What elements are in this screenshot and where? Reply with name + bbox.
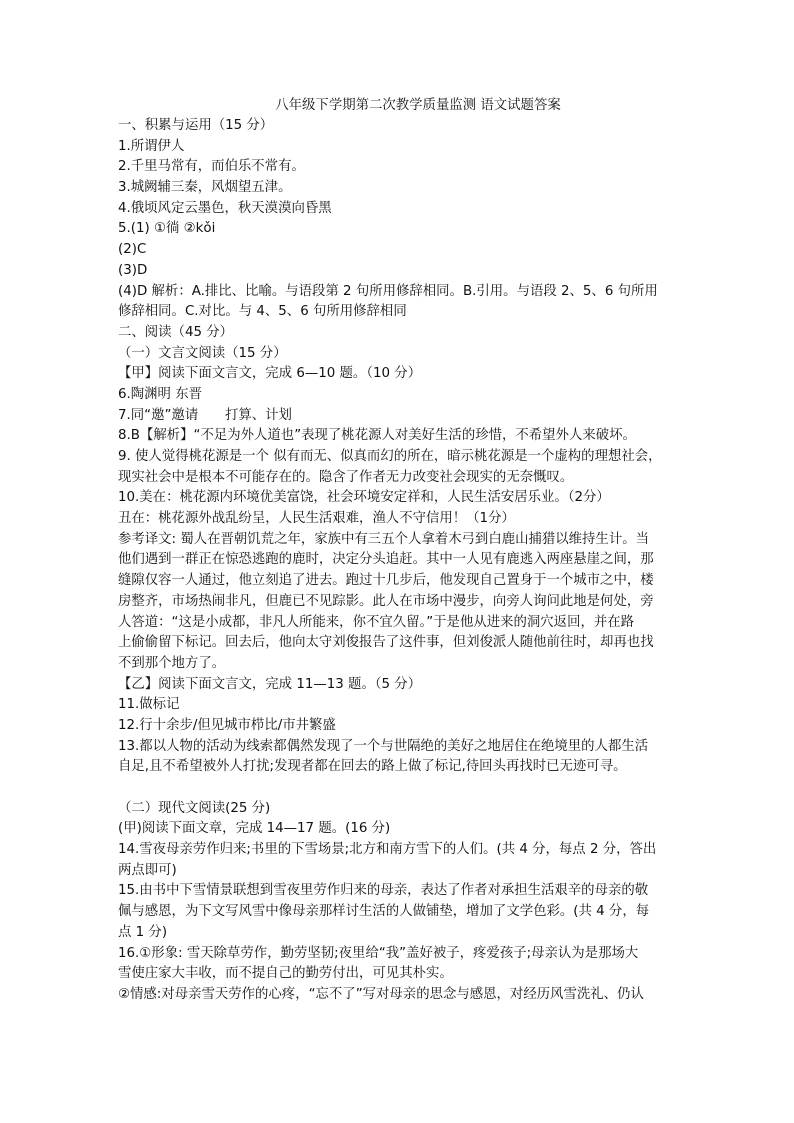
text-line: 现实社会中是根本不可能存在的。隐含了作者无力改变社会现实的无奈慨叹。	[118, 469, 574, 485]
text-line: 两点即可)	[118, 862, 177, 878]
text-line: 不到那个地方了。	[118, 655, 226, 671]
text-line: 8.B【解析】“不足为外人道也”表现了桃花源人对美好生活的珍惜，不希望外人来破坏。	[118, 428, 636, 444]
text-line: 10.美在：桃花源内环境优美富饶，社会环境安定祥和，人民生活安居乐业。（2分）	[118, 490, 610, 506]
text-line: 点 1 分)	[118, 924, 168, 940]
text-line: 2.千里马常有，而伯乐不常有。	[118, 159, 305, 175]
text-line: 14.雪夜母亲劳作归来;书里的下雪场景;北方和南方雪下的人们。(共 4 分，每点 2 分，答出	[118, 842, 657, 858]
text-line: 上偷偷留下标记。回去后，他向太守刘俊报告了这件事，但刘俊派人随他前往时，却再也找	[118, 635, 654, 651]
text-line: 13.都以人物的活动为线索都偶然发现了一个与世隔绝的美好之地居住在绝境里的人都生活	[118, 738, 649, 754]
text-line: 16.①形象: 雪天除草劳作，勤劳坚韧;夜里给“我”盖好被子，疼爱孩子;母亲认为是那场大	[118, 945, 639, 961]
text-line: 【甲】阅读下面文言文，完成 6—10 题。（10 分）	[118, 366, 422, 382]
text-line: 9. 使人觉得桃花源是一个 似有而无、似真而幻的所在，暗示桃花源是一个虚构的理想社会，	[118, 449, 662, 464]
text-line: (甲)阅读下面文章，完成 14—17 题。(16 分)	[118, 821, 391, 837]
text-line: 一、积累与运用（15 分）	[118, 118, 274, 133]
text-line: 雪使庄家大丰收，而不提自己的勤劳付出，可见其朴实。	[118, 966, 453, 982]
text-line: 7.同“邀”邀请 打算、计划	[118, 407, 292, 423]
text-line: （二）现代文阅读(25 分)	[118, 800, 271, 816]
text-line: 4.俄顷风定云墨色，秋天漠漠向昏黑	[118, 200, 332, 216]
text-line: 修辞相同。C.对比。与 4、5、6 句所用修辞相同	[118, 304, 407, 320]
blank-line	[118, 778, 678, 799]
text-line: 6.陶渊明 东晋	[118, 386, 202, 402]
text-line: 缝隙仅容一人通过，他立刻追了进去。跑过十几步后，他发现自己置身于一个城市之中，楼	[118, 573, 654, 589]
text-line: 3.城阙辅三秦，风烟望五津。	[118, 180, 292, 196]
text-line: 15.由书中下雪情景联想到雪夜里劳作归来的母亲，表达了作者对承担生活艰辛的母亲的敬	[118, 883, 649, 899]
text-line: 1.所谓伊人	[118, 138, 185, 154]
text-line: (4)D 解析：A.排比、比喻。与语段第 2 句所用修辞相同。B.引用。与语段 2、5、6 句所用	[118, 283, 658, 299]
text-line: 人答道：“这是小成都，非凡人所能来，你不宜久留。”于是他从进来的洞穴返回，并在路	[118, 614, 635, 630]
text-line: (3)D	[118, 262, 148, 278]
text-line: 【乙】阅读下面文言文，完成 11—13 题。（5 分）	[118, 676, 422, 692]
text-line: 5.(1) ①徜 ②kǒi	[118, 221, 216, 237]
answer-lines	[118, 116, 678, 1006]
text-line: 佩与感恩，为下文写风雪中像母亲那样讨生活的人做铺垫，增加了文学色彩。(共 4 分，每	[118, 904, 650, 920]
document-title: 八年级下学期第二次教学质量监测 语文试题答案	[275, 98, 561, 113]
text-line: 12.行十余步/但见城市栉比/市井繁盛	[118, 717, 336, 733]
text-line: ②情感:对母亲雪天劳作的心疼，“忘不了”写对母亲的思念与感恩，对经历风雪洗礼、仍认	[118, 986, 644, 1002]
text-line: 房整齐，市场热闹非凡，但鹿已不见踪影。此人在市场中漫步，向旁人询问此地是何处，旁	[118, 593, 654, 609]
text-line: 自足,且不希望被外人打扰;发现者都在回去的路上做了标记,待回头再找时已无迹可寻。	[118, 759, 627, 775]
answer-document	[118, 96, 678, 1006]
text-line: （一）文言文阅读（15 分）	[118, 345, 287, 361]
text-line: 参考译文: 蜀人在晋朝饥荒之年，家族中有三五个人拿着木弓到白鹿山捕猎以维持生计。当	[118, 531, 649, 547]
text-line: 二、阅读（45 分）	[118, 324, 234, 340]
text-line: 11.做标记	[118, 697, 180, 713]
text-line: (2)C	[118, 242, 147, 258]
text-line: 他们遇到一群正在惊恐逃跑的鹿时，决定分头追赶。其中一人见有鹿逃入两座悬崖之间，那	[118, 552, 654, 568]
text-line: 丑在：桃花源外战乱纷呈，人民生活艰难，渔人不守信用！（1分）	[118, 511, 515, 527]
